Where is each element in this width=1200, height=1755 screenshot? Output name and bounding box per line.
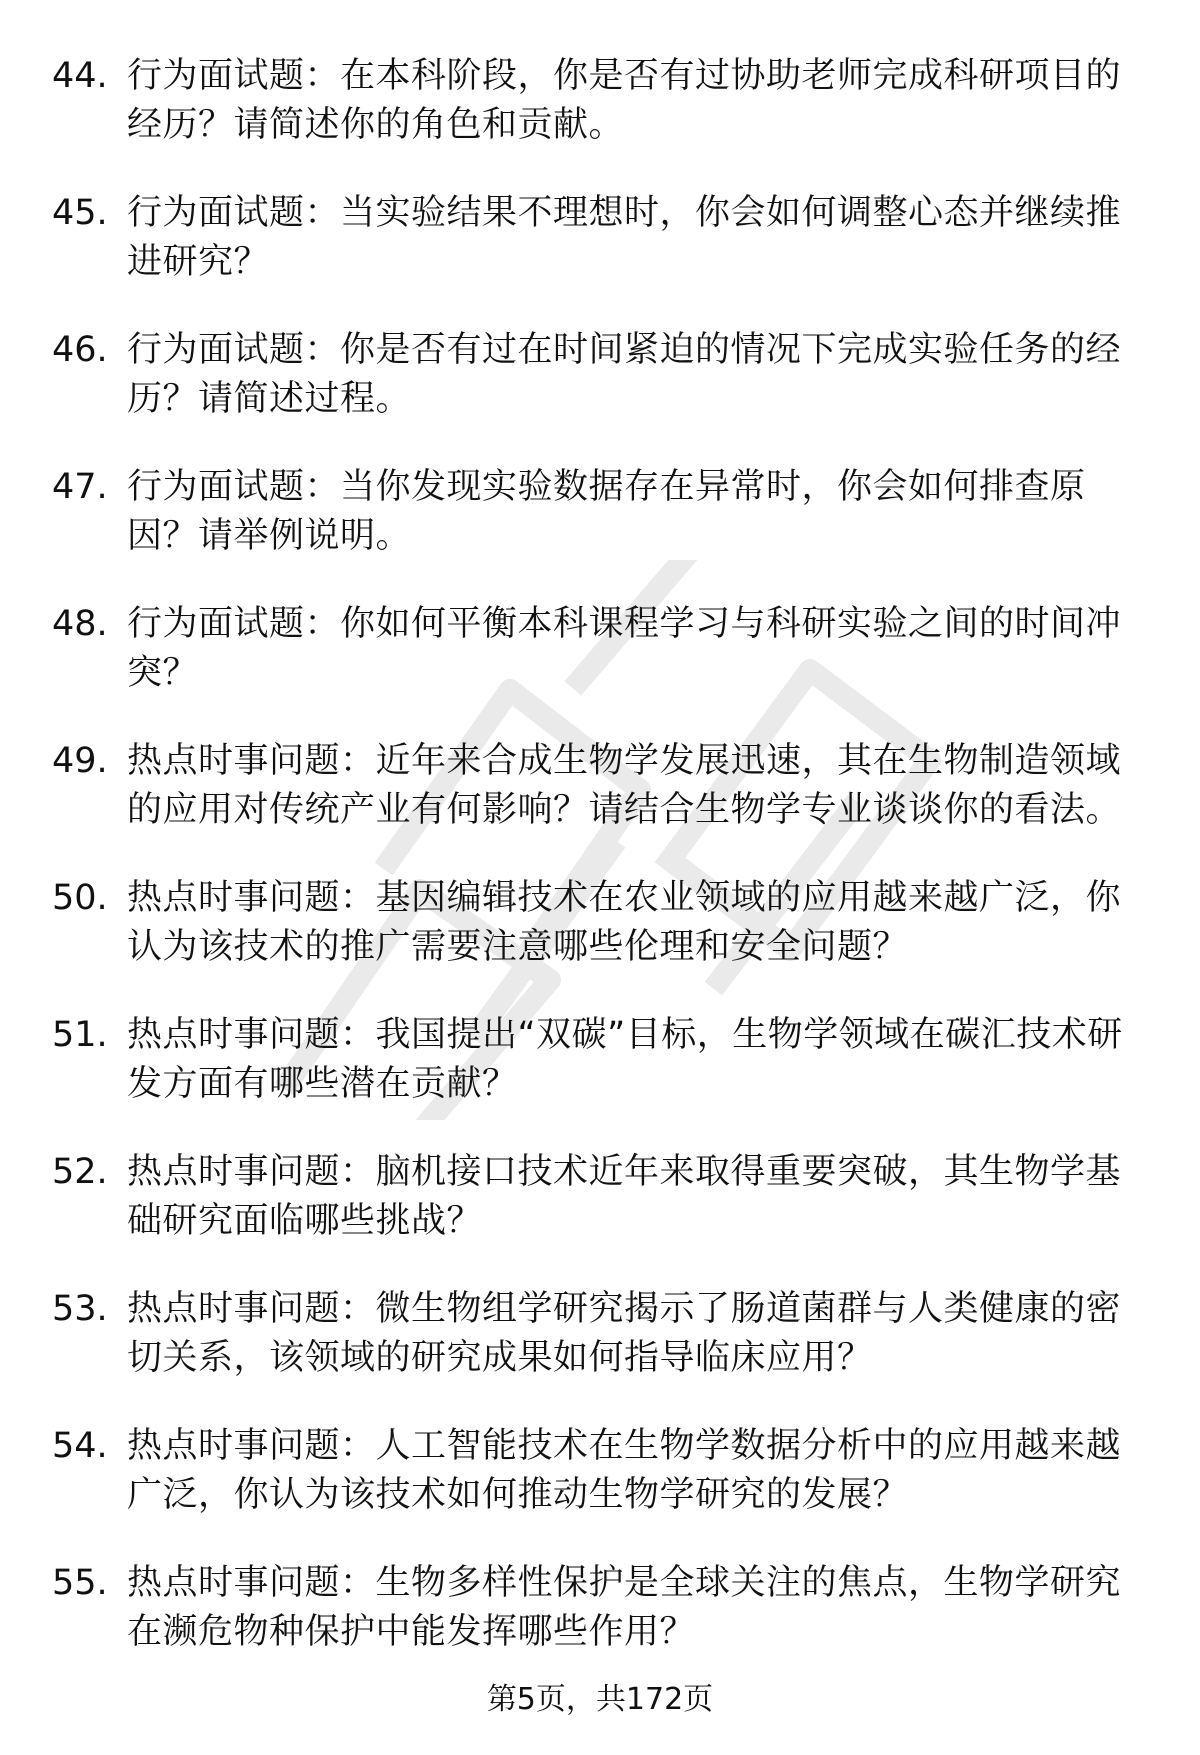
question-item — [0, 52, 1200, 189]
question-item — [0, 1148, 1200, 1285]
question-text: 热点时事问题：微生物组学研究揭示了肠道菌群与人类健康的密切关系，该领域的研究成果如何指导临床应用？ — [127, 1289, 1122, 1378]
question-item — [0, 874, 1200, 1011]
question-text: 热点时事问题：我国提出“双碳”目标，生物学领域在碳汇技术研发方面有哪些潜在贡献？ — [127, 1015, 1123, 1104]
question-text: 热点时事问题：生物多样性保护是全球关注的焦点，生物学研究在濒危物种保护中能发挥哪些作用？ — [127, 1563, 1122, 1652]
question-number: 52. — [52, 1152, 108, 1192]
question-item — [0, 1422, 1200, 1559]
question-number: 51. — [52, 1015, 108, 1055]
question-text: 热点时事问题：基因编辑技术在农业领域的应用越来越广泛，你认为该技术的推广需要注意哪些伦理和安全问题？ — [127, 878, 1122, 967]
question-item — [0, 463, 1200, 600]
question-text: 行为面试题：当实验结果不理想时，你会如何调整心态并继续推进研究？ — [127, 193, 1122, 282]
question-text: 行为面试题：当你发现实验数据存在异常时，你会如何排查原因？请举例说明。 — [127, 467, 1086, 556]
page-number-label: 第5页，共172页 — [486, 1682, 714, 1717]
question-number: 44. — [52, 56, 108, 96]
question-number: 54. — [52, 1426, 108, 1466]
question-number: 53. — [52, 1289, 108, 1329]
question-number: 50. — [52, 878, 108, 918]
question-text: 热点时事问题：人工智能技术在生物学数据分析中的应用越来越广泛，你认为该技术如何推动生物学研究的发展？ — [127, 1426, 1122, 1515]
question-number: 45. — [52, 193, 108, 233]
question-item — [0, 1559, 1200, 1696]
question-number: 46. — [52, 330, 108, 370]
page-footer — [0, 1680, 1200, 1720]
question-text: 热点时事问题：近年来合成生物学发展迅速，其在生物制造领域的应用对传统产业有何影响？请结合生物学专业谈谈你的看法。 — [127, 741, 1122, 830]
question-item — [0, 600, 1200, 737]
question-item — [0, 326, 1200, 463]
question-text: 行为面试题：你是否有过在时间紧迫的情况下完成实验任务的经历？请简述过程。 — [127, 330, 1122, 419]
question-item — [0, 1011, 1200, 1148]
question-number: 55. — [52, 1563, 108, 1603]
question-number: 48. — [52, 604, 108, 644]
question-text: 行为面试题：你如何平衡本科课程学习与科研实验之间的时间冲突？ — [127, 604, 1122, 693]
question-text: 行为面试题：在本科阶段，你是否有过协助老师完成科研项目的经历？请简述你的角色和贡献。 — [127, 56, 1122, 145]
question-item — [0, 737, 1200, 874]
question-text: 热点时事问题：脑机接口技术近年来取得重要突破，其生物学基础研究面临哪些挑战？ — [127, 1152, 1122, 1241]
question-item — [0, 1285, 1200, 1422]
question-item — [0, 189, 1200, 326]
question-number: 47. — [52, 467, 108, 507]
question-number: 49. — [52, 741, 108, 781]
question-list — [0, 52, 1200, 1696]
